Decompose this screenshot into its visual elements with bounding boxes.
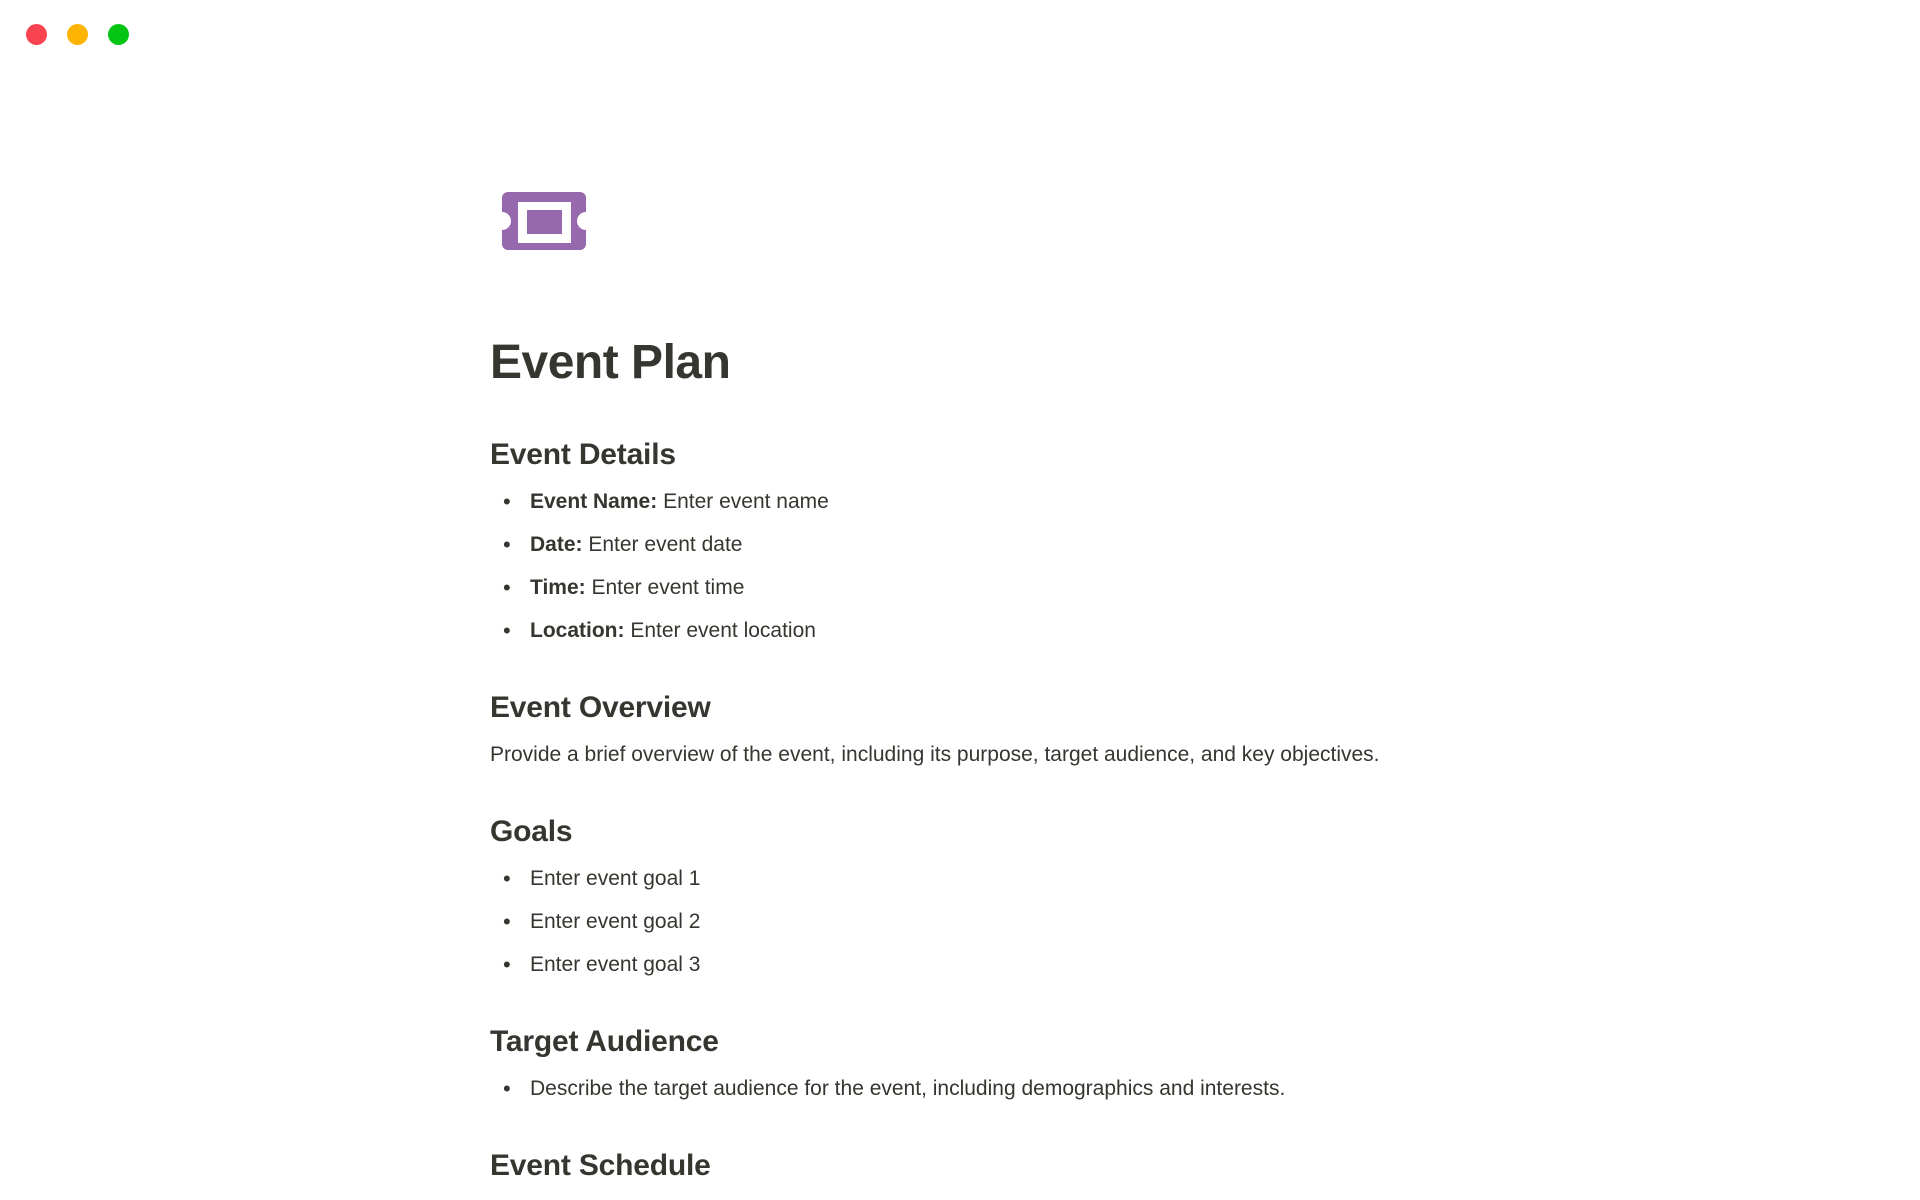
document-page bbox=[490, 192, 1430, 1185]
bullet-icon: • bbox=[503, 532, 511, 557]
item-label: Time: bbox=[530, 576, 586, 599]
page-title: Event Plan bbox=[490, 336, 731, 389]
heading-goals: Goals bbox=[490, 815, 573, 848]
window-controls bbox=[26, 24, 129, 45]
list-item bbox=[490, 572, 1430, 603]
item-text: Enter event goal 2 bbox=[530, 910, 701, 933]
bullet-icon: • bbox=[503, 909, 511, 934]
close-button[interactable] bbox=[26, 24, 47, 45]
bullet-icon: • bbox=[503, 866, 511, 891]
item-text: Enter event name bbox=[663, 490, 829, 513]
list-item bbox=[490, 529, 1430, 560]
list-item bbox=[490, 486, 1430, 517]
overview-paragraph: Provide a brief overview of the event, including its purpose, target audience, and key objectives. bbox=[490, 743, 1380, 766]
event-details-list bbox=[490, 486, 1430, 646]
bullet-icon: • bbox=[503, 1076, 511, 1101]
item-label: Location: bbox=[530, 619, 625, 642]
list-item bbox=[490, 615, 1430, 646]
item-label: Date: bbox=[530, 533, 583, 556]
bullet-icon: • bbox=[503, 575, 511, 600]
admission-ticket-icon[interactable] bbox=[502, 192, 586, 250]
item-text: Enter event goal 3 bbox=[530, 953, 701, 976]
bullet-icon: • bbox=[503, 618, 511, 643]
item-label: Event Name: bbox=[530, 490, 658, 513]
item-text: Enter event goal 1 bbox=[530, 867, 701, 890]
heading-target-audience: Target Audience bbox=[490, 1025, 719, 1058]
item-text: Enter event location bbox=[630, 619, 816, 642]
list-item bbox=[490, 906, 1430, 937]
heading-event-schedule: Event Schedule bbox=[490, 1149, 711, 1182]
list-item bbox=[490, 1073, 1430, 1104]
bullet-icon: • bbox=[503, 952, 511, 977]
list-item bbox=[490, 949, 1430, 980]
list-item bbox=[490, 863, 1430, 894]
bullet-icon: • bbox=[503, 489, 511, 514]
goals-list bbox=[490, 863, 1430, 980]
item-text: Describe the target audience for the event, including demographics and interests. bbox=[530, 1077, 1286, 1100]
minimize-button[interactable] bbox=[67, 24, 88, 45]
item-text: Enter event time bbox=[591, 576, 745, 599]
target-audience-list bbox=[490, 1073, 1430, 1104]
item-text: Enter event date bbox=[588, 533, 743, 556]
heading-event-overview: Event Overview bbox=[490, 691, 711, 724]
heading-event-details: Event Details bbox=[490, 438, 676, 471]
zoom-button[interactable] bbox=[108, 24, 129, 45]
